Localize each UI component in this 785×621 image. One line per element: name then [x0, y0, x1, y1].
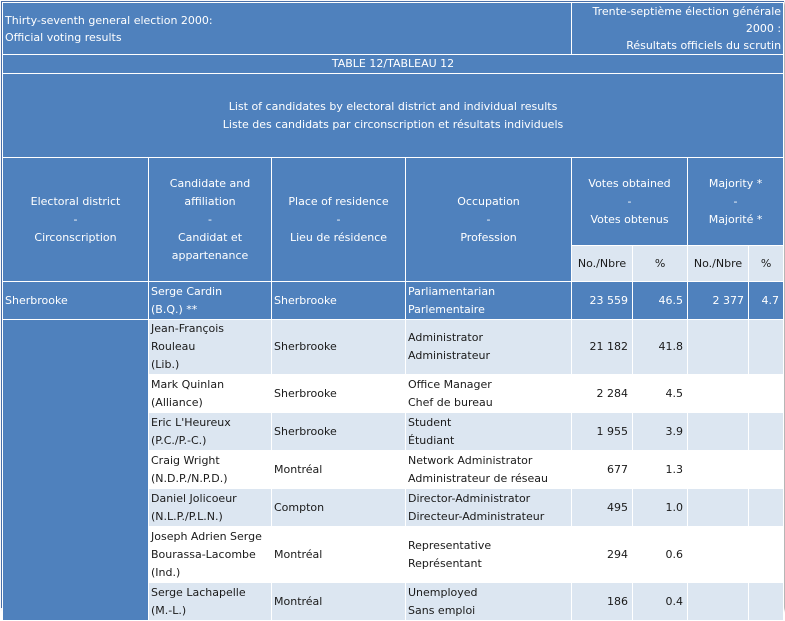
occupation-en: Office Manager [408, 377, 492, 391]
header-votes-fr: Votes obtenus [590, 212, 669, 226]
title-english-line2: Official voting results [5, 30, 122, 44]
candidate-residence[interactable]: Montréal [272, 451, 406, 489]
header-occupation[interactable] [406, 158, 572, 282]
majority-percent-empty[interactable] [749, 320, 784, 375]
title-row [3, 3, 784, 55]
majority-empty[interactable] [688, 583, 749, 621]
majority-percent-empty[interactable] [749, 583, 784, 621]
candidate-percent[interactable]: 4.5 [633, 375, 688, 413]
candidate-residence[interactable]: Compton [272, 489, 406, 527]
winner-percent[interactable]: 46.5 [633, 282, 688, 320]
header-majority-fr: Majorité * [708, 212, 763, 226]
candidate-occupation[interactable] [406, 413, 572, 451]
header-majority-number[interactable]: No./Nbre [688, 246, 749, 282]
winner-residence[interactable]: Sherbrooke [272, 282, 406, 320]
header-votes-number[interactable]: No./Nbre [572, 246, 633, 282]
occupation-fr: Chef de bureau [408, 395, 493, 409]
candidate-votes[interactable]: 2 284 [572, 375, 633, 413]
occupation-en: Network Administrator [408, 453, 533, 467]
candidate-votes[interactable]: 294 [572, 527, 633, 583]
winner-candidate[interactable] [149, 282, 272, 320]
occupation-fr: Étudiant [408, 433, 455, 447]
candidate-name: Eric L'Heureux [151, 415, 231, 429]
candidate-votes[interactable]: 1 955 [572, 413, 633, 451]
district-column-fill[interactable] [3, 320, 149, 621]
winner-votes[interactable]: 23 559 [572, 282, 633, 320]
occupation-fr: Administrateur de réseau [408, 471, 548, 485]
candidate-occupation[interactable] [406, 583, 572, 621]
winner-occupation-en: Parliamentarian [408, 284, 496, 298]
header-residence-en: Place of residence [288, 194, 389, 208]
winner-majority[interactable]: 2 377 [688, 282, 749, 320]
candidate-party: (P.C./P.-C.) [151, 433, 207, 447]
occupation-en: Administrator [408, 331, 483, 344]
candidate-party: (N.L.P./P.L.N.) [151, 509, 223, 523]
majority-empty[interactable] [688, 527, 749, 583]
occupation-fr: Sans emploi [408, 603, 476, 617]
title-french-line1: Trente-septième élection générale 2000 : [592, 5, 782, 35]
majority-empty[interactable] [688, 320, 749, 375]
candidate-cell[interactable] [149, 527, 272, 583]
occupation-fr: Représentant [408, 556, 482, 570]
candidate-name: Jean-François Rouleau [151, 322, 225, 353]
candidate-occupation[interactable] [406, 451, 572, 489]
header-votes-dash: - [627, 194, 632, 208]
candidate-votes[interactable]: 186 [572, 583, 633, 621]
candidate-name: Daniel Jolicoeur [151, 491, 237, 505]
table-label-row [3, 55, 784, 74]
candidate-name: Mark Quinlan [151, 377, 225, 391]
header-votes-en: Votes obtained [588, 176, 671, 190]
majority-percent-empty[interactable] [749, 451, 784, 489]
title-french-line2: Résultats officiels du scrutin [626, 39, 782, 52]
occupation-en: Unemployed [408, 585, 478, 599]
candidate-cell[interactable] [149, 451, 272, 489]
header-residence[interactable] [272, 158, 406, 282]
title-french[interactable] [572, 3, 784, 55]
majority-percent-empty[interactable] [749, 375, 784, 413]
title-english-line1: Thirty-seventh general election 2000: [5, 13, 213, 27]
majority-percent-empty[interactable] [749, 413, 784, 451]
candidate-residence[interactable]: Sherbrooke [272, 413, 406, 451]
header-candidate-dash: - [208, 212, 212, 226]
candidate-residence[interactable]: Sherbrooke [272, 320, 406, 375]
majority-percent-empty[interactable] [749, 527, 784, 583]
candidate-cell[interactable] [149, 320, 272, 375]
candidate-cell[interactable] [149, 375, 272, 413]
candidate-votes[interactable]: 495 [572, 489, 633, 527]
candidate-residence[interactable]: Montréal [272, 527, 406, 583]
candidate-party: (Lib.) [151, 358, 180, 371]
candidate-occupation[interactable] [406, 375, 572, 413]
header-majority-en: Majority * [708, 176, 763, 190]
candidate-percent[interactable]: 0.6 [633, 527, 688, 583]
header-residence-fr: Lieu de résidence [289, 230, 388, 244]
winner-row [3, 282, 784, 320]
candidate-votes[interactable]: 21 182 [572, 320, 633, 375]
subtitle-english: List of candidates by electoral district and individual results [228, 99, 558, 113]
candidate-name: Joseph Adrien Serge [151, 529, 262, 543]
majority-empty[interactable] [688, 451, 749, 489]
occupation-en: Student [408, 415, 452, 429]
candidate-residence[interactable]: Montréal [272, 583, 406, 621]
header-candidate-l3: Candidat et [177, 230, 243, 244]
winner-name: Serge Cardin [151, 284, 223, 298]
majority-percent-empty[interactable] [749, 489, 784, 527]
candidate-name-continued: Bourassa-Lacombe [151, 547, 256, 561]
occupation-fr: Administrateur [408, 349, 490, 362]
subtitle-row [3, 74, 784, 158]
candidate-occupation[interactable] [406, 527, 572, 583]
header-occupation-fr: Profession [460, 230, 517, 244]
candidate-cell[interactable] [149, 489, 272, 527]
candidate-occupation[interactable] [406, 320, 572, 375]
candidate-votes[interactable]: 677 [572, 451, 633, 489]
winner-occupation[interactable] [406, 282, 572, 320]
winner-occupation-fr: Parlementaire [408, 302, 485, 316]
occupation-en: Representative [408, 538, 492, 552]
header-candidate-l1: Candidate and [169, 176, 251, 190]
header-votes-obtained[interactable] [572, 158, 688, 246]
header-occupation-dash: - [486, 212, 491, 226]
header-district-en: Electoral district [30, 194, 121, 208]
header-candidate-l4: appartenance [171, 248, 249, 262]
winner-party: (B.Q.) ** [151, 302, 198, 316]
table-row [3, 320, 784, 375]
majority-empty[interactable] [688, 375, 749, 413]
occupation-en: Director-Administrator [408, 491, 531, 505]
candidate-percent[interactable]: 1.0 [633, 489, 688, 527]
header-district-fr: Circonscription [34, 230, 117, 244]
candidate-percent[interactable]: 0.4 [633, 583, 688, 621]
header-occupation-en: Occupation [457, 194, 520, 208]
results-sheet [1, 1, 784, 617]
candidate-cell[interactable] [149, 583, 272, 621]
candidate-name: Craig Wright [151, 453, 220, 467]
occupation-fr: Directeur-Administrateur [408, 509, 545, 523]
header-candidate-l2: affiliation [184, 194, 236, 208]
candidate-party: (N.D.P./N.P.D.) [151, 471, 228, 485]
majority-empty[interactable] [688, 413, 749, 451]
candidate-residence[interactable]: Sherbrooke [272, 375, 406, 413]
candidate-party: (Ind.) [151, 565, 181, 579]
subtitle-cell[interactable] [3, 74, 784, 158]
header-residence-dash: - [336, 212, 341, 226]
header-votes-percent[interactable]: % [633, 246, 688, 282]
candidate-cell[interactable] [149, 413, 272, 451]
subtitle-french: Liste des candidats par circonscription et résultats individuels [222, 117, 564, 131]
header-electoral-district[interactable] [3, 158, 149, 282]
winner-majority-percent[interactable]: 4.7 [749, 282, 784, 320]
majority-empty[interactable] [688, 489, 749, 527]
district-name[interactable]: Sherbrooke [3, 282, 149, 320]
candidate-name: Serge Lachapelle [151, 585, 246, 599]
candidate-party: (Alliance) [151, 395, 203, 409]
title-english[interactable] [3, 3, 572, 55]
candidate-percent[interactable]: 41.8 [633, 320, 688, 375]
column-header-row [3, 158, 784, 246]
header-majority-percent[interactable]: % [749, 246, 784, 282]
header-majority[interactable] [688, 158, 784, 246]
header-candidate[interactable] [149, 158, 272, 282]
header-district-dash: - [73, 212, 78, 226]
candidate-party: (M.-L.) [151, 603, 187, 617]
candidate-occupation[interactable] [406, 489, 572, 527]
table-label[interactable]: TABLE 12/TABLEAU 12 [3, 55, 784, 74]
candidate-percent[interactable]: 3.9 [633, 413, 688, 451]
header-majority-dash: - [733, 194, 738, 208]
candidate-percent[interactable]: 1.3 [633, 451, 688, 489]
results-table [2, 2, 784, 621]
